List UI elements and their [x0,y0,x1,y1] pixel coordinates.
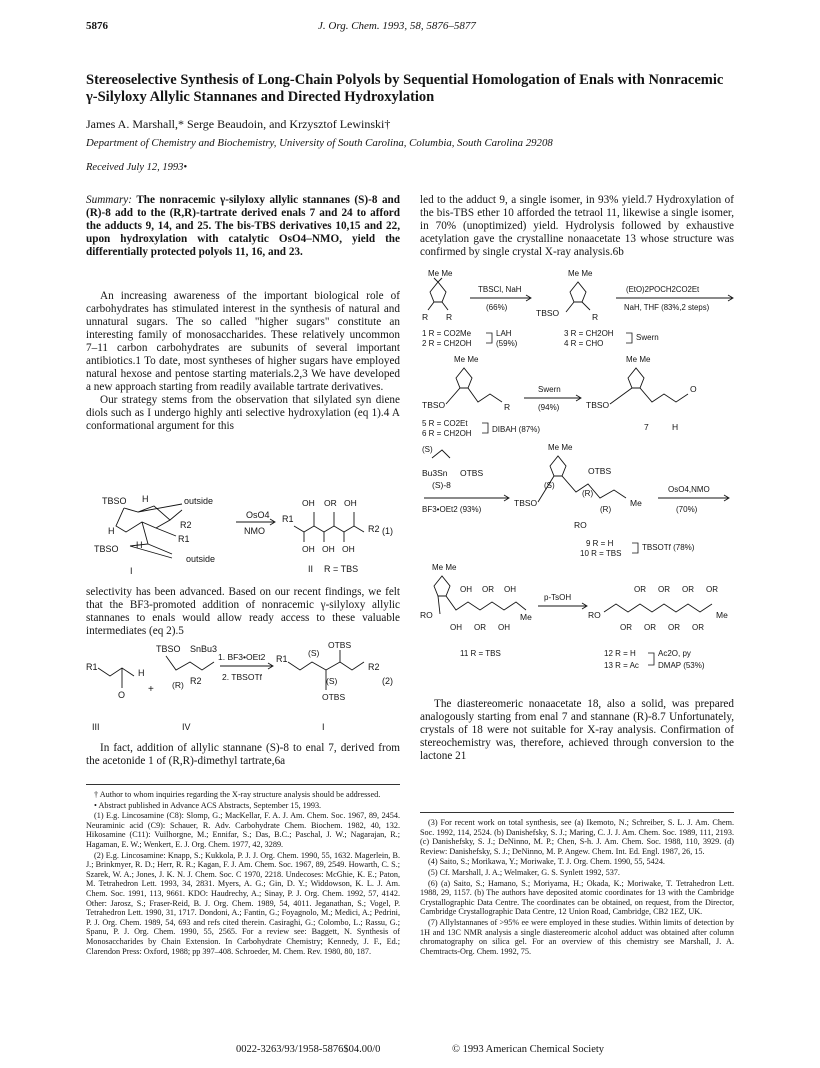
scheme-oh-11d: OH [498,623,510,632]
scheme-s-9: (S) [544,481,555,490]
eq2-label-iv: IV [182,722,191,732]
eq2-product-r2: R2 [368,662,380,672]
eq1-r1: R1 [178,534,190,544]
scheme-ptsoh: p-TsOH [544,593,572,602]
eq1-outside-bottom: outside [186,554,216,564]
scheme-swern-2: Swern [538,385,561,394]
scheme-reagent-hwe: (EtO)2POCH2CO2Et [626,285,700,294]
eq2-otbs-1: OTBS [328,640,352,650]
scheme-ro-9: RO [574,520,587,530]
eq2-snbu3: SnBu3 [190,644,218,654]
scheme-dmap: DMAP (53%) [658,661,705,670]
scheme-r-1b: R [592,312,599,322]
scheme-o-7: O [690,384,697,394]
scheme-compound-3: 3 R = CH2OH [564,329,614,338]
journal-citation: J. Org. Chem. 1993, 58, 5876–5877 [318,20,476,32]
paragraph-strategy: Our strategy stems from the observation that silylated syn diene diols such as I undergo highly anti selective hydroxylation (eq 1).4 A conformational argument for this [86,394,400,432]
eq1-reagent-bottom: NMO [244,526,265,536]
scheme-tbso-1: TBSO [536,308,560,318]
scheme-tbsotf: TBSOTf (78%) [642,543,695,552]
scheme-r-9: (R) [582,489,594,498]
scheme-me-3: Me Me [454,355,479,364]
scheme-s-8: (S) [422,445,433,454]
scheme-tbso-2: TBSO [422,400,446,410]
received-date: Received July 12, 1993• [86,162,188,173]
eq2-s-1: (S) [308,648,320,658]
paragraph-addition: In fact, addition of allylic stannane (S)-8 to enal 7, derived from the acetonide 1 of (R,R)-dimethyl tartrate,6a [86,742,400,767]
eq2-h: H [138,668,145,678]
summary-label: Summary: [86,194,132,206]
scheme-bf3: BF3•OEt2 (93%) [422,505,482,514]
footer-code: 0022-3263/93/1958-5876$04.00/0 [236,1044,381,1055]
scheme-compound-4: 4 R = CHO [564,339,604,348]
scheme-r-right: R [446,312,453,322]
scheme-lah: LAH [496,329,512,338]
scheme-otbs-9: OTBS [588,466,612,476]
footnote-divider-left [86,784,400,785]
scheme-yield-70: (70%) [676,505,698,514]
eq1-label-ii: II [308,564,314,574]
scheme-oh-11c: OH [450,623,462,632]
eq2-reagent-2: 2. TBSOTf [222,672,262,682]
scheme-me-2: Me Me [568,269,593,278]
paragraph-diastereomer: The diastereomeric nonaacetate 18, also a solid, was prepared analogously starting from enal 7 and stannane (R)-8.7 Unfortunately, crystals of 18 were not suitable for X-ray analysis. Confirmation of stereochemistry was, therefore, achieved through conversion to the lactone 21 [420,698,734,762]
scheme-yield-59: (59%) [496,339,518,348]
scheme-yield-94: (94%) [538,403,560,412]
scheme-compound-12: 12 R = H [604,649,636,658]
scheme-otbs-8: OTBS [460,468,484,478]
scheme-tbso-4: TBSO [514,498,538,508]
eq1-r2: R2 [180,520,192,530]
synthesis-scheme [420,266,736,688]
left-column-text-2 [86,586,400,646]
eq2-o: O [118,690,126,700]
scheme-r-5: R [504,402,511,412]
eq1-number: (1) [382,526,393,536]
scheme-or-12e: OR [620,623,632,632]
eq2-label-iii: III [92,722,100,732]
footnotes-left [86,790,400,957]
scheme-or-12f: OR [644,623,656,632]
left-column-text-3 [86,742,400,776]
scheme-me-12: Me [716,610,728,620]
right-column-text [420,194,734,267]
eq1-tbso-bottom: TBSO [94,544,119,554]
scheme-or-11b: OR [474,623,486,632]
scheme-dibah: DIBAH (87%) [492,425,541,434]
eq1-h-left: H [108,526,115,536]
scheme-compound-13: 13 R = Ac [604,661,639,670]
scheme-compound-6: 6 R = CH2OH [422,429,472,438]
eq2-tbso: TBSO [156,644,181,654]
scheme-label-s8: (S)-8 [432,480,451,490]
left-column-text [86,290,400,441]
eq1-or: OR [324,498,337,508]
footer-copyright: © 1993 American Chemical Society [452,1044,605,1055]
scheme-compound-11: 11 R = TBS [460,649,501,658]
eq1-product-r2: R2 [368,524,380,534]
scheme-compound-5: 5 R = CO2Et [422,419,468,428]
scheme-compound-2: 2 R = CH2OH [422,339,472,348]
scheme-r-9b: (R) [600,505,612,514]
eq2-reagent-1: 1. BF3•OEt2 [218,652,266,662]
scheme-or-12a: OR [634,585,646,594]
scheme-bu3sn: Bu3Sn [422,468,448,478]
scheme-or-12h: OR [692,623,704,632]
scheme-oh-11b: OH [504,585,516,594]
footnote-5: (5) Cf. Marshall, J. A.; Welmaker, G. S. Synlett 1992, 537. [428,867,620,877]
footnote-divider-right [420,812,734,813]
scheme-reagent-tbscl: TBSCl, NaH [478,285,522,294]
eq1-oh-1: OH [302,498,315,508]
paragraph-selectivity: selectivity has been advanced. Based on our recent findings, we felt that the BF3-promoted addition of nonracemic γ-silyloxy allylic stannanes to enals would allow ready access to these valuable intermediates (eq 2).5 [86,586,400,637]
eq2-label-i: I [322,722,325,732]
eq1-label-i: I [130,566,133,576]
scheme-oh-11a: OH [460,585,472,594]
paragraph-intro: An increasing awareness of the important biological role of carbohydrates has stimulated interest in the synthesis of natural and unnatural sugars. The so called "higher sugars" constitute an interesting family of monosaccharides. These relatively uncommon 7–11 carbon carbohydrates are subunits of several important antibiotics.1 To date, most syntheses of higher sugars have employed natural hexose and pentose starting materials.2,3 We have developed a new approach starting from readily available tartrate derivatives. [86,290,400,393]
eq2-product-r1: R1 [276,654,288,664]
scheme-or-12c: OR [682,585,694,594]
paragraph-adduct: led to the adduct 9, a single isomer, in 93% yield.7 Hydroxylation of the bis-TBS ether 10 afforded the tetraol 11, likewise a single isomer, in 70% (unoptimized) yield. Hydrolysis followed by exhaustive acetylation gave the crystalline nonaacetate 13 whose structure was confirmed by single crystal X-ray analysis.6b [420,194,734,258]
eq1-outside-top: outside [184,496,214,506]
eq1-oh-3: OH [302,544,315,554]
scheme-or-11: OR [482,585,494,594]
scheme-or-12b: OR [658,585,670,594]
scheme-ro-12: RO [588,610,601,620]
scheme-compound-1: 1 R = CO2Me [422,329,472,338]
eq1-reagent-top: OsO4 [246,510,270,520]
eq2-plus: + [148,684,154,695]
scheme-compound-9: 9 R = H [586,539,614,548]
footnote-3: (3) For recent work on total synthesis, see (a) Ikemoto, N.; Schreiber, S. L. J. Am. Chem. Soc. 1992, 114, 2524. (b) Danishefsky, S. J.; Maring, C. J. J. Am. Chem. Soc. 1989, 111, 2193. (c) Danishefsky, S. J.; DeNinno, M. P.; Chen, S-h. J. Am. Chem. Soc. 1988, 110, 3929. (d) Review: Danishefsky, S. J.; DeNinno, M. P. Angew. Chem. Int. Ed. Engl. 1987, 26, 15. [420,818,734,856]
scheme-tbso-3: TBSO [586,400,610,410]
scheme-me-5: Me Me [548,443,573,452]
scheme-ac2o: Ac2O, py [658,649,691,658]
scheme-swern-1: Swern [636,333,659,342]
eq2-r1: R1 [86,662,98,672]
article-affiliation: Department of Chemistry and Biochemistry, University of South Carolina, Columbia, South Carolina 29208 [86,137,553,149]
scheme-or-12g: OR [668,623,680,632]
eq1-oh-2: OH [344,498,357,508]
eq1-h-top: H [142,494,149,504]
article-authors: James A. Marshall,* Serge Beaudoin, and Krzysztof Lewinski† [86,117,391,131]
scheme-ro-11: RO [420,610,433,620]
scheme-h-7: H [672,422,679,432]
footnote-4: (4) Saito, S.; Morikawa, Y.; Moriwake, T. J. Org. Chem. 1990, 55, 5424. [428,857,665,867]
eq1-oh-4: OH [322,544,335,554]
eq1-oh-5: OH [342,544,355,554]
eq2-otbs-2: OTBS [322,692,346,702]
summary [86,194,400,259]
eq2-number: (2) [382,676,393,686]
eq1-product-r1: R1 [282,514,294,524]
page-number: 5876 [86,20,108,32]
scheme-or-12d: OR [706,585,718,594]
scheme-compound-10: 10 R = TBS [580,549,622,558]
footnote-6: (6) (a) Saito, S.; Hamano, S.; Moriyama, H.; Okada, K.; Moriwake, T. Tetrahedron Lett. 1988, 29, 1157. (b) The authors have deposited atomic coordinates for 13 with the Cambridge Crystallographic Data Centre. The coordinates can be obtained, on request, from the Director, Cambridge Crystallographic Data Centre, 12 Union Road, Cambridge, CB2 1EZ, UK. [420,878,734,917]
eq2-r-config: (R) [172,680,184,690]
equation-1 [86,492,400,584]
footnote-abstract: • Abstract published in Advance ACS Abstracts, September 15, 1993. [94,800,322,810]
scheme-me-4: Me Me [626,355,651,364]
scheme-me-11: Me [520,612,532,622]
eq1-tbso-top: TBSO [102,496,127,506]
scheme-me-9: Me [630,498,642,508]
article-title: Stereoselective Synthesis of Long-Chain Polyols by Sequential Homologation of Enals with Nonracemic γ-Silyloxy Allylic Stannanes and Directed Hydroxylation [86,72,724,105]
scheme-me-1: Me Me [428,269,453,278]
footnote-7: (7) Allylstannanes of >95% ee were employed in these studies. Within limits of detection by 1H and 13C NMR analysis a single diastereomeric alcohol adduct was obtained after column chromatography on silica gel. For an overview of this chemistry see Marshall, J. A. Chemtracts-Org. Chem. 1992, 75. [420,917,734,956]
scheme-oso4: OsO4,NMO [668,485,710,494]
footnote-dagger: † Author to whom inquiries regarding the X-ray structure analysis should be addressed. [94,790,381,799]
eq2-s-2: (S) [326,676,338,686]
scheme-compound-7: 7 [644,422,649,432]
right-column-text-2 [420,698,734,771]
summary-text: The nonracemic γ-silyloxy allylic stannanes (S)-8 and (R)-8 add to the (R,R)-tartrate derived enals 7 and 24 to afford the adducts 9, 14, and 25. The bis-TBS derivatives 10,15 and 22, upon hydroxylation with catalytic OsO4–NMO, yield the differentially protected polyols 11, 16, and 23. [86,194,400,258]
scheme-yield-66: (66%) [486,303,508,312]
eq2-r2: R2 [190,676,202,686]
scheme-r-left: R [422,312,429,322]
footnote-1: (1) E.g. Lincosamine (C8): Slomp, G.; MacKellar, F. A. J. Am. Chem. Soc. 1967, 89, 2454. Neuraminic acid (C9): Schauer, R. Adv. Carbohydrate Chem. Biochem. 1982, 40, 132. Hikosamine (C11): Vuilhorgne, M.; Ennifar, S.; Das, B.C.; Paschal, J. W.; Nagarajan, R.; Hagaman, E. W.; Wenkert, E. J. Org. Chem. 1977, 42, 3289. [86,811,400,849]
equation-2 [86,640,400,740]
scheme-reagent-hwe-2: NaH, THF (83%,2 steps) [624,303,710,312]
eq1-h-bottom: H [136,540,143,550]
eq1-r-def: R = TBS [324,564,359,574]
scheme-me-6: Me Me [432,563,457,572]
footnotes-right [420,818,734,957]
footnote-2: (2) E.g. Lincosamine: Knapp, S.; Kukkola, P. J. J. Org. Chem. 1990, 55, 1632. Magerlein, B. J.; Brinkmyer, R. D.; Herr, R. R.; Kagan, F. J. Am. Chem. Soc. 1967, 89, 2549. Howarth, C. S.; Szarek, W. A.; Jones, J. K. N. J. Chem. Soc. C 1970, 2218. Undecoses: McGhie, K. E.; Paton, M. Tetrahedron Lett. 1993, 34, 2831. Myers, A. G.; Gin, D. Y.; Widdowson, K. L. J. Am. Chem. Soc. 1991, 113, 9661. KDO: Haudrechy, A.; Sinay, P. J. Org. Chem. 1992, 57, 4142. Other: Jarosz, S.; Fraser-Reid, B. J. Org. Chem. 1989, 54, 4011. Jeganathan, S.; Vogel, P. Tetrahedron Lett. 1990, 31, 1717. Dondoni, A.; Fantin, G.; Foyagnolo, M.; Medici, A.; Pedrini, P. J. Org. Chem. 1989, 54, 693 and refs cited therein. Casiraghi, G.; Colombo, L.; Rassu, G.; Spanu, P. J. Org. Chem. 1990, 55, 2565. For a review see: Baggett, N. Synthesis of Monosaccharides by Chain Extension. In Carbohydrate Chemistry; Kennedy, J. F., Ed.; Clarendon Press: Oxford, 1988; pp 397–408. Schroeder, M. Chem. Rev. 1980, 80, 187. [86,850,400,956]
